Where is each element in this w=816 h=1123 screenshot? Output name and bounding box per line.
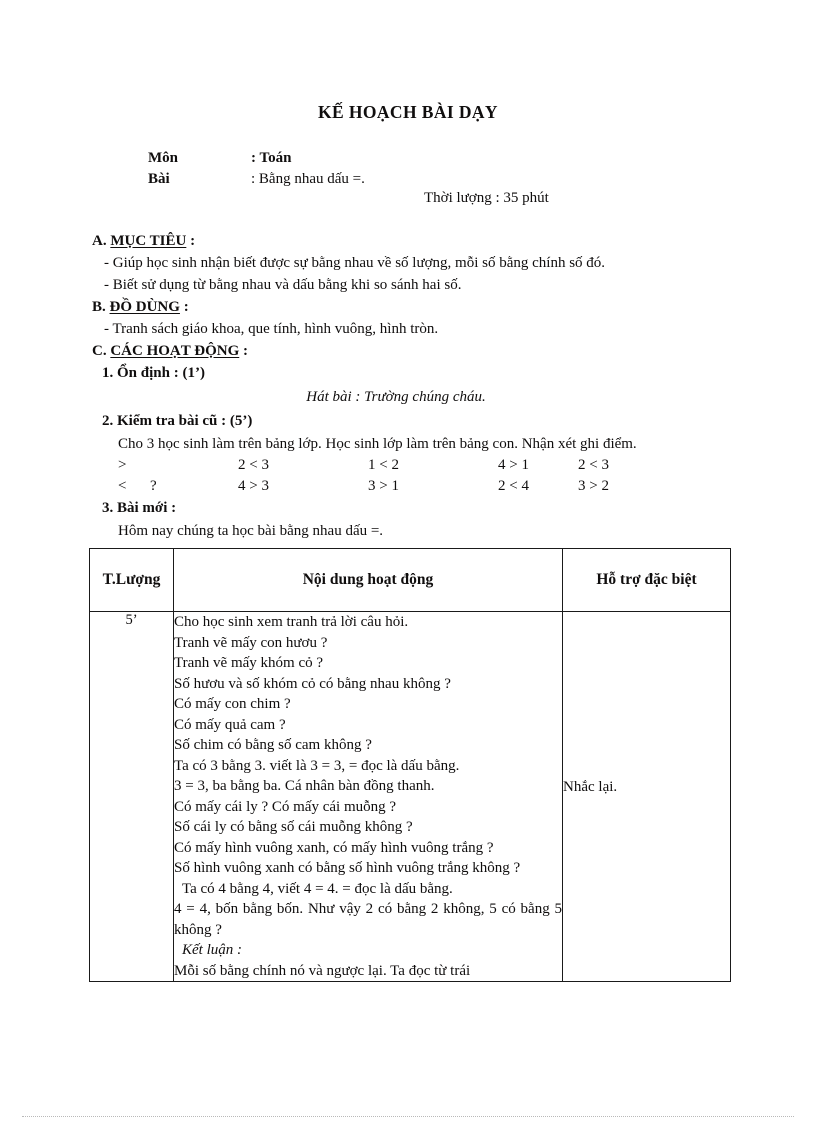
content-line: Số hươu và số khóm cỏ có bằng nhau không ? [174,675,451,692]
activity-2-label: 2. Kiểm tra bài cũ : (5’) [102,413,253,429]
content-line: Số hình vuông xanh có bằng số hình vuông trắng không ? [174,860,521,876]
activity-2-body: Cho 3 học sinh làm trên bảng lớp. Học sinh lớp làm trên bảng con. Nhận xét ghi điểm. [118,436,637,452]
table-body [90,612,731,982]
content-line: Tranh vẽ mấy con hươu ? [174,634,328,651]
section-b-prefix: B. [92,299,106,315]
meta-label-subject: Môn [148,150,178,166]
exercise-cell: < [118,478,127,494]
table-header [90,549,731,612]
content-line: Mỗi số bằng chính nó và ngược lại. Ta đọc từ trái [174,962,471,979]
activity-1-song: Hát bài : Trường chúng cháu. [306,389,486,405]
section-a-line-2: - Biết sử dụng từ bằng nhau và dấu bằng khi so sánh hai số. [104,277,462,293]
exercise-cell: 4 > 3 [238,478,269,494]
content-line: Ta có 4 bằng 4, viết 4 = 4. = đọc là dấu bằng. [182,880,453,897]
exercise-cell: ? [150,478,157,494]
meta-label-lesson: Bài [148,171,170,187]
exercise-cell: > [118,457,127,473]
section-a-line-1: - Giúp học sinh nhận biết được sự bằng nhau về số lượng, mỗi số bằng chính số đó. [104,255,606,271]
section-a-heading [92,230,740,252]
content-line: Có mấy cái ly ? Có mấy cái muỗng ? [174,798,397,815]
section-c-prefix: C. [92,343,107,359]
exercise-cell: 2 < 3 [238,457,269,473]
table-header-row [90,549,731,612]
section-c-heading [92,340,740,362]
lesson-duration: Thời lượng : 35 phút [424,190,549,206]
section-b-colon: : [183,299,189,315]
content-line: Ta có 3 bằng 3. viết là 3 = 3, = đọc là dấu bằng. [174,757,460,774]
support-note: Nhắc lại. [563,779,618,795]
content-line: Có mấy con chim ? [174,696,291,712]
section-b-title: ĐỒ DÙNG [109,299,180,315]
lesson-meta [148,148,365,190]
page-title: KẾ HOẠCH BÀI DẠY [318,102,498,122]
activity-3-label: 3. Bài mới : [102,500,177,516]
meta-row-lesson [148,169,365,190]
section-b-heading [92,296,740,318]
content-line: Số chim có bằng số cam không ? [174,737,372,753]
section-b-line-1: - Tranh sách giáo khoa, que tính, hình vuông, hình tròn. [104,321,439,337]
section-c-colon: : [243,343,248,359]
table-row [90,612,731,982]
column-header-content: Nội dung hoạt động [174,549,563,612]
section-a-prefix: A. [92,233,107,249]
meta-value-lesson: : Bằng nhau dấu =. [251,171,365,187]
content-line: 3 = 3, ba bằng ba. Cá nhân bàn đồng thanh. [174,778,435,794]
meta-value-subject: : Toán [251,150,292,166]
exercise-row [118,455,740,476]
exercise-cell: 1 < 2 [368,457,399,473]
column-header-support: Hỗ trợ đặc biệt [563,549,731,612]
exercise-cell: 2 < 4 [498,478,529,494]
cell-time: 5’ [90,612,174,982]
exercise-cell [150,455,238,476]
exercise-row [118,476,740,497]
content-line: 4 = 4, bốn bằng bốn. Như vậy 2 có bằng 2 không, 5 có bằng 5 không ? [174,901,562,938]
meta-row-subject [148,148,365,169]
exercise-cell: 2 < 3 [578,457,609,473]
activity-3-body: Hôm nay chúng ta học bài bằng nhau dấu =. [118,523,384,539]
cell-support [563,612,731,982]
cell-content [174,612,563,982]
content-line: Có mấy hình vuông xanh, có mấy hình vuông trắng ? [174,839,494,856]
exercise-grid [92,455,740,497]
content-line: Số cái ly có bằng số cái muỗng không ? [174,819,413,835]
content-line: Có mấy quả cam ? [174,716,286,733]
section-a-colon: : [190,233,196,249]
section-a-title: MỤC TIÊU [110,233,187,249]
content-line-conclusion-label: Kết luận : [182,942,242,958]
footer-divider [22,1116,794,1117]
content-line: Tranh vẽ mấy khóm cỏ ? [174,655,324,671]
content-line: Cho học sinh xem tranh trả lời câu hỏi. [174,614,409,630]
section-c-title: CÁC HOẠT ĐỘNG [110,343,240,359]
exercise-cell: 3 > 1 [368,478,399,494]
lesson-plan-table [89,548,731,982]
exercise-cell: 4 > 1 [498,457,529,473]
lesson-body [92,230,740,542]
column-header-time: T.Lượng [90,549,174,612]
exercise-cell: 3 > 2 [578,478,609,494]
activity-1-label: 1. Ổn định : (1’) [102,365,205,381]
